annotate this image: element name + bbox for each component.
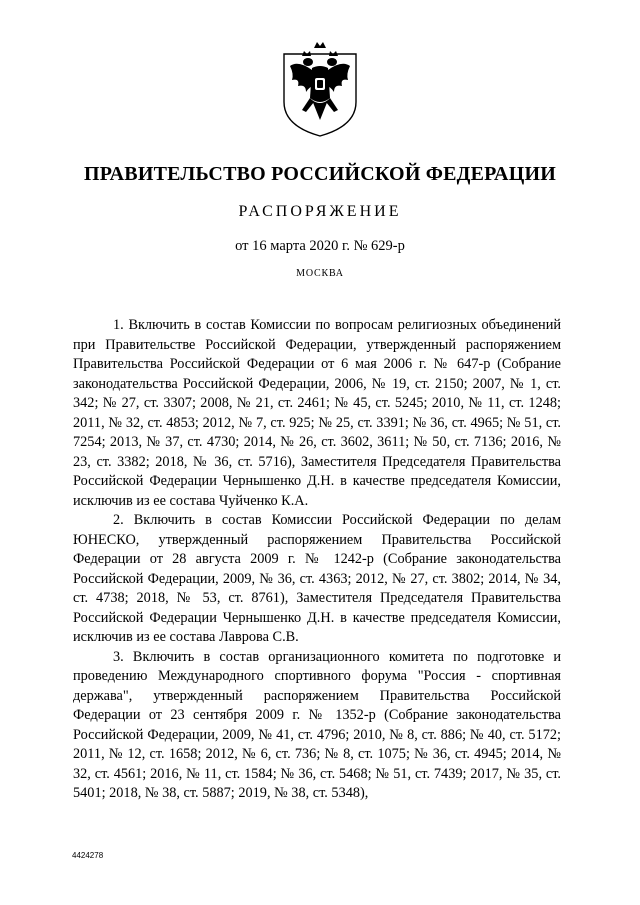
document-serial-number: 4424278 [72,851,104,860]
government-title: ПРАВИТЕЛЬСТВО РОССИЙСКОЙ ФЕДЕРАЦИИ [84,163,556,185]
paragraph-2: 2. Включить в состав Комиссии Российской Федерации по делам ЮНЕСКО, утвержденный распоряжением Правительства Российской Федерации от 28 августа 2009 г. № 1242-р (Собрание законодательства Российской Федерации, 2009, № 36, ст. 4363; 2012, № 27, ст. 3802; 2014, № 34, ст. 4738; 2018, № 53, ст. 8761), Заместителя Председателя Правительства Российской Федерации Чернышенко Д.Н. в качестве председателя Комиссии, исключив из ее состава Лаврова С.В. [73,512,561,645]
paragraph-3: 3. Включить в состав организационного комитета по подготовке и проведению Международного спортивного форума "Россия - спортивная держава", утвержденный распоряжением Правительства Российской Федерации от 23 сентября 2009 г. № 1352-р (Собрание законодательства Российской Федерации, 2009, № 41, ст. 4796; 2010, № 8, ст. 886; № 40, ст. 5172; 2011, № 12, ст. 1658; 2012, № 6, ст. 736; № 8, ст. 1075; № 36, ст. 4945; 2014, № 32, ст. 4561; 2016, № 11, ст. 1584; № 36, ст. 5468; № 51, ст. 7439; 2017, № 35, ст. 5401; 2018, № 38, ст. 5887; 2019, № 38, ст. 5348), [73,648,561,801]
date-and-number: от 16 марта 2020 г. № 629-р [235,238,405,254]
document-body [73,316,561,804]
city-name: МОСКВА [296,268,344,279]
paragraph-1: 1. Включить в состав Комиссии по вопросам религиозных объединений при Правительстве Российской Федерации, утвержденный распоряжением Правительства Российской Федерации от 6 мая 2006 г. № 647-р (Собрание законодательства Российской Федерации, 2006, № 19, ст. 2150; 2007, № 1, ст. 342; № 27, ст. 3307; 2008, № 21, ст. 2461; № 45, ст. 5245; 2010, № 11, ст. 1248; 2011, № 32, ст. 4853; 2012, № 7, ст. 925; № 25, ст. 3391; № 36, ст. 4965; № 51, ст. 7254; 2013, № 37, ст. 4730; 2014, № 26, ст. 3602, 3611; № 50, ст. 7136; 2016, № 23, ст. 3382; 2018, № 36, ст. 5716), Заместителя Председателя Правительства Российской Федерации Чернышенко Д.Н. в качестве председателя Комиссии, исключив из ее состава Чуйченко К.А. [73,317,561,509]
coat-of-arms-emblem [276,40,364,140]
document-type: РАСПОРЯЖЕНИЕ [238,203,402,220]
